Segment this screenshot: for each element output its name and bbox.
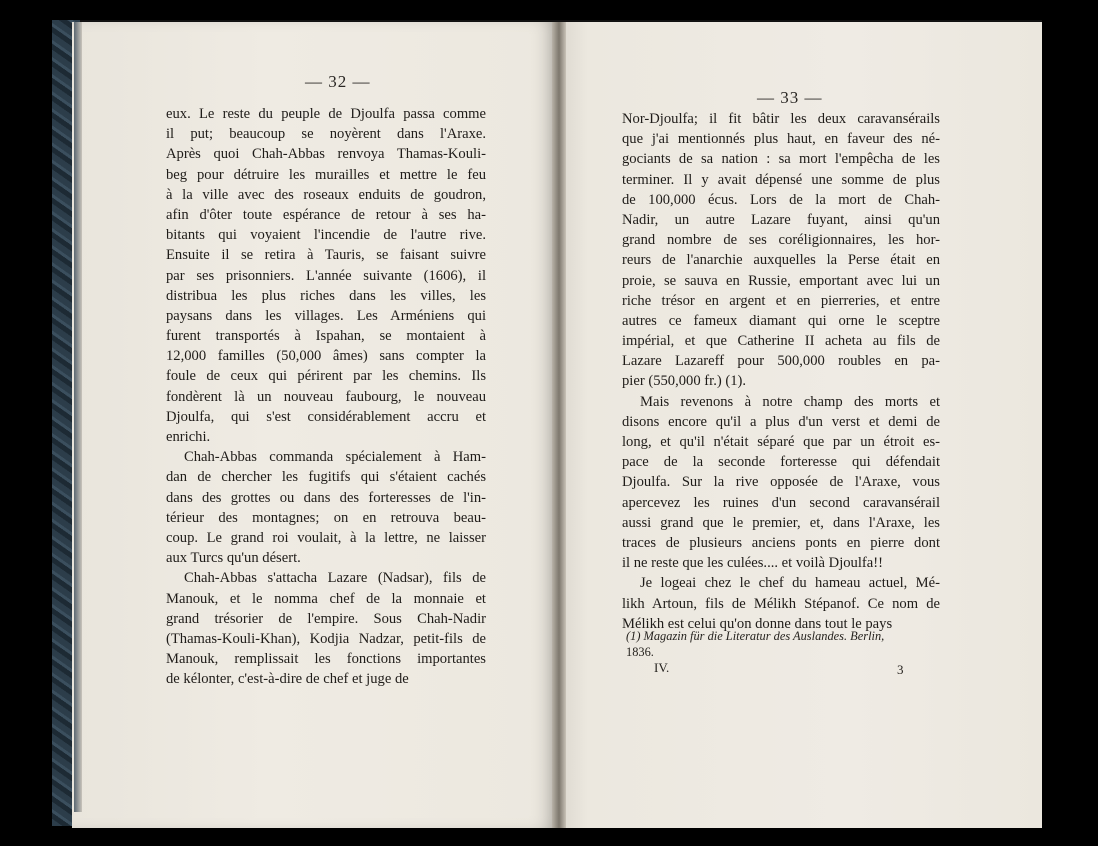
text-line: Djoulfa, qui s'est considérablement accru et bbox=[166, 408, 486, 425]
text-line: que j'ai mentionnés plus haut, en faveur des né- bbox=[622, 131, 940, 148]
text-line: autres ce fameux diamant qui orne le sceptre bbox=[622, 312, 940, 329]
text-line: Djoulfa. Sur la rive opposée de l'Araxe, vous bbox=[622, 474, 940, 491]
text-line: de 100,000 écus. Lors de la mort de Chah- bbox=[622, 191, 940, 208]
text-line: Après quoi Chah-Abbas renvoya Thamas-Kouli- bbox=[166, 146, 486, 163]
text-line: beg pour détruire les murailles et mettre le feu bbox=[166, 166, 486, 183]
text-line: apercevez les ruines d'un second caravansérail bbox=[622, 494, 940, 511]
text-line: likh Artoun, fils de Mélikh Stépanof. Ce nom de bbox=[622, 595, 940, 612]
text-line: de kélonter, c'est-à-dire de chef et juge de bbox=[166, 671, 409, 688]
text-line: Mélikh est celui qu'on donne dans tout le pays bbox=[622, 615, 893, 632]
text-line: Lazare Lazareff pour 500,000 roubles en pa- bbox=[622, 353, 940, 370]
text-line: fondèrent là un nouveau faubourg, le nouveau bbox=[166, 388, 486, 405]
text-line: impérial, et que Catherine II acheta au fils de bbox=[622, 333, 940, 350]
text-line: eux. Le reste du peuple de Djoulfa passa comme bbox=[166, 106, 486, 122]
signature-mark: IV. bbox=[654, 660, 670, 675]
text-line: paysans dans les villages. Les Arméniens qui bbox=[166, 307, 486, 324]
text-line: foule de ceux qui périrent par les chemins. Ils bbox=[166, 368, 486, 385]
text-line: afin d'ôter toute espérance de retour à ses ha- bbox=[166, 206, 486, 223]
text-line: aux Turcs qu'un désert. bbox=[166, 550, 301, 567]
right-page-number: — 33 — bbox=[757, 88, 823, 107]
text-line: Je logeai chez le chef du hameau actuel, Mé- bbox=[640, 575, 940, 592]
text-line: proie, se sauva en Russie, emportant avec lui un bbox=[622, 272, 940, 289]
left-binding-edge bbox=[74, 22, 82, 812]
text-line: terminer. Il y avait dépensé une somme de plus bbox=[622, 171, 940, 188]
text-line: Nor-Djoulfa; il fit bâtir les deux caravansérails bbox=[622, 111, 940, 127]
text-line: disons encore qu'il a plus d'un verst et demi de bbox=[622, 413, 940, 430]
text-line: Nadir, un autre Lazare fuyant, ainsi qu'un bbox=[622, 211, 940, 228]
footnote-line: 1836. bbox=[626, 645, 654, 659]
text-line: Ensuite il se retira à Tauris, se faisant suivre bbox=[166, 247, 486, 264]
text-line: il put; beaucoup se noyèrent dans l'Araxe. bbox=[166, 126, 486, 143]
text-line: distribua les plus riches dans les villes, les bbox=[166, 287, 486, 304]
text-line: il ne reste que les culées.... et voilà Djoulfa!! bbox=[622, 555, 883, 572]
text-line: térieur des montagnes; on en retrouva beau- bbox=[166, 509, 486, 526]
left-page-number: — 32 — bbox=[305, 72, 371, 91]
text-line: par ses prisonniers. L'année suivante (1606), il bbox=[166, 267, 486, 284]
text-line: (Thamas-Kouli-Khan), Kodjia Nadzar, petit-fils de bbox=[166, 630, 486, 647]
text-line: dan de chercher les fugitifs qui s'étaient cachés bbox=[166, 469, 486, 486]
text-line: Mais revenons à notre champ des morts et bbox=[640, 393, 940, 410]
footnote bbox=[626, 628, 942, 660]
text-line: grand trésorier de l'empire. Sous Chah-Nadir bbox=[166, 610, 486, 627]
text-line: grand nombre de ses coréligionnaires, les hor- bbox=[622, 232, 940, 249]
signature-number: 3 bbox=[897, 662, 904, 677]
text-line: reurs de l'anarchie auxquelles la Perse était en bbox=[622, 252, 940, 269]
book-gutter bbox=[552, 22, 566, 828]
text-line: riche trésor en argent et en pierreries, et entre bbox=[622, 292, 940, 309]
text-line: Manouk, et le nomma chef de la monnaie et bbox=[166, 590, 486, 607]
text-line: à la ville avec des roseaux enduits de goudron, bbox=[166, 186, 486, 203]
text-line: traces de plusieurs anciens ponts en pierre dont bbox=[622, 534, 940, 551]
text-line: pace de la seconde forteresse qui défendait bbox=[622, 454, 940, 471]
text-line: Manouk, remplissait les fonctions importantes bbox=[166, 651, 486, 668]
left-page-body bbox=[166, 104, 486, 689]
footnote-line: (1) Magazin für die Literatur des Auslandes. Berlin, bbox=[626, 629, 885, 643]
text-line: furent transportés à Ispahan, se montaient à bbox=[166, 328, 486, 345]
text-line: Chah-Abbas s'attacha Lazare (Nadsar), fils de bbox=[184, 570, 486, 587]
text-line: enrichi. bbox=[166, 429, 211, 445]
text-line: bitants qui voyaient l'incendie de l'autre rive. bbox=[166, 227, 486, 244]
text-line: 12,000 familles (50,000 âmes) sans compter la bbox=[166, 348, 486, 365]
right-page-body bbox=[622, 109, 940, 634]
text-line: Chah-Abbas commanda spécialement à Ham- bbox=[184, 449, 486, 466]
text-line: pier (550,000 fr.) (1). bbox=[622, 373, 747, 390]
text-line: gociants de sa nation : sa mort l'empêcha de les bbox=[622, 151, 940, 168]
text-line: aussi grand que le premier, et, dans l'Araxe, les bbox=[622, 514, 940, 531]
text-line: long, et qu'il n'était séparé que par un étroit es- bbox=[622, 434, 940, 450]
text-line: coup. Le grand roi voulait, à la lettre, ne laisser bbox=[166, 529, 486, 546]
text-line: dans des grottes ou dans des forteresses de l'in- bbox=[166, 489, 486, 506]
